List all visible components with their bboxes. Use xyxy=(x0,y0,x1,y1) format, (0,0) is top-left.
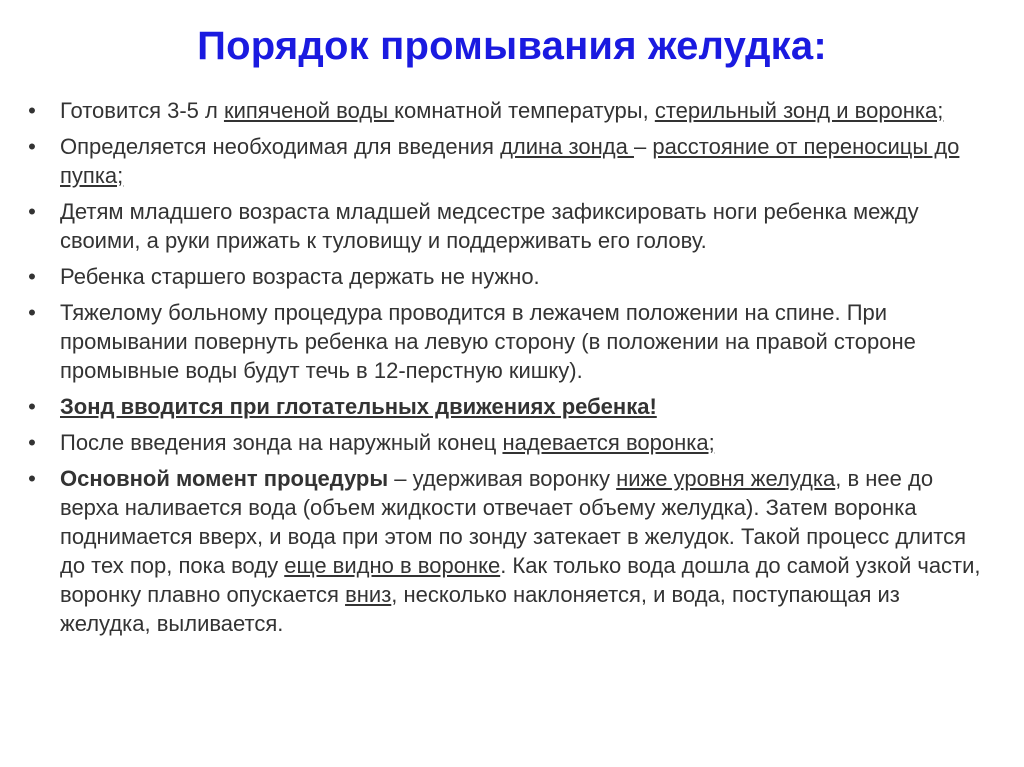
bullet-marker: • xyxy=(28,466,36,491)
bullet-item xyxy=(22,262,982,291)
bullet-text-segment: комнатной температуры, xyxy=(394,98,655,123)
bullet-text-segment: Определяется необходимая для введения xyxy=(60,134,501,159)
bullet-item xyxy=(22,464,982,638)
bullet-text-segment: надевается воронка; xyxy=(502,430,715,455)
bullet-text-segment: расстояние от переносицы до пупка; xyxy=(60,134,960,188)
bullet-text-segment: После введения зонда на наружный конец xyxy=(60,430,503,455)
bullet-item xyxy=(22,428,982,457)
bullet-text-segment: стерильный зонд и воронка; xyxy=(654,98,944,123)
slide-title: Порядок промывания желудка: xyxy=(197,24,827,68)
bullet-text-segment: кипяченой воды xyxy=(223,98,395,123)
bullet-marker: • xyxy=(28,394,36,419)
bullet-item xyxy=(22,392,982,421)
bullet-text-segment: . Как только вода дошла до самой узкой части, воронку плавно опускается xyxy=(60,553,981,607)
bullet-text-segment: вниз xyxy=(345,582,392,607)
bullet-marker: • xyxy=(28,199,36,224)
bullet-text-segment: еще видно в воронке xyxy=(284,553,501,578)
bullet-text-segment: Ребенка старшего возраста держать не нужно. xyxy=(60,264,540,289)
bullet-marker: • xyxy=(28,134,36,159)
bullet-text-segment: Детям младшего возраста младшей медсестре зафиксировать ноги ребенка между своими, а руки прижать к туловищу и поддерживать его голову. xyxy=(60,199,919,253)
bullet-text-segment: , в нее до верха наливается вода (объем жидкости отвечает объему желудка). Затем воронка поднимается вверх, и вода при этом по зонду затекает в желудок. Такой процесс длится до тех пор, пока воду xyxy=(60,466,967,578)
bullet-text-segment: – xyxy=(633,134,653,159)
bullet-text-segment: длина зонда xyxy=(500,134,634,159)
bullet-item xyxy=(22,298,982,385)
bullet-marker: • xyxy=(28,98,36,123)
bullet-text-segment: – удерживая воронку xyxy=(388,466,617,491)
bullet-marker: • xyxy=(28,264,36,289)
bullet-text-segment: ниже уровня желудка xyxy=(616,466,836,491)
bullet-text-segment: Основной момент процедуры xyxy=(60,466,389,491)
bullet-text-segment: Тяжелому больному процедура проводится в лежачем положении на спине. При промывании повернуть ребенка на левую сторону (в положении на правой стороне промывные воды будут течь в 12-перстную кишку). xyxy=(60,300,916,383)
bullet-item xyxy=(22,197,982,255)
bullet-list xyxy=(22,96,982,645)
bullet-marker: • xyxy=(28,300,36,325)
bullet-text-segment: Зонд вводится при глотательных движениях ребенка! xyxy=(60,394,657,419)
bullet-text-segment: Готовится 3-5 л xyxy=(60,98,224,123)
bullet-marker: • xyxy=(28,430,36,455)
bullet-text-segment: , несколько наклоняется, и вода, поступающая из желудка, выливается. xyxy=(60,582,900,636)
bullet-item xyxy=(22,96,982,125)
bullet-item xyxy=(22,132,982,190)
